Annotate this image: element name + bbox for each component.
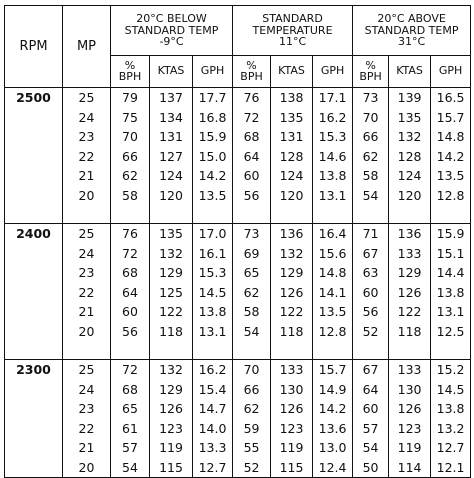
value-cell: 68 xyxy=(233,127,271,147)
value-cell: 60 xyxy=(353,399,389,419)
group-header-above xyxy=(353,6,471,56)
spacer-cell xyxy=(111,341,150,360)
value-cell: 70 xyxy=(353,108,389,128)
spacer-cell xyxy=(150,341,193,360)
value-cell: 73 xyxy=(353,88,389,108)
value-cell: 15.0 xyxy=(193,147,233,167)
group-header-line: 31°C xyxy=(397,35,426,49)
value-cell: 13.3 xyxy=(193,438,233,458)
value-cell: 15.3 xyxy=(193,263,233,283)
value-cell: 60 xyxy=(353,283,389,303)
value-cell: 14.1 xyxy=(313,283,353,303)
value-cell: 125 xyxy=(150,283,193,303)
value-cell: 14.2 xyxy=(193,166,233,186)
value-cell: 133 xyxy=(389,360,431,380)
rpm-cell xyxy=(5,302,63,322)
value-cell: 13.6 xyxy=(313,419,353,439)
bph-header-line: % xyxy=(124,59,136,72)
value-cell: 13.8 xyxy=(431,399,471,419)
group-header-line: 11°C xyxy=(278,35,307,49)
value-cell: 133 xyxy=(389,244,431,264)
table-row xyxy=(5,88,471,108)
table-row xyxy=(5,108,471,128)
value-cell: 50 xyxy=(353,458,389,478)
value-cell: 115 xyxy=(271,458,313,478)
value-cell: 64 xyxy=(111,283,150,303)
rpm-cell xyxy=(5,166,63,186)
value-cell: 15.7 xyxy=(313,360,353,380)
value-cell: 54 xyxy=(111,458,150,478)
value-cell: 54 xyxy=(353,438,389,458)
value-cell: 16.5 xyxy=(431,88,471,108)
group-header-line: STANDARD TEMP xyxy=(364,23,459,37)
mp-header: MP xyxy=(63,6,111,88)
gph-header: GPH xyxy=(431,56,471,88)
table-row xyxy=(5,302,471,322)
value-cell: 14.8 xyxy=(313,263,353,283)
value-cell: 76 xyxy=(233,88,271,108)
group-header-line: STANDARD xyxy=(262,12,323,26)
value-cell: 139 xyxy=(389,88,431,108)
spacer-cell xyxy=(389,341,431,360)
value-cell: 13.1 xyxy=(313,186,353,206)
value-cell: 58 xyxy=(111,186,150,206)
rpm-cell xyxy=(5,380,63,400)
bph-header-line: BPH xyxy=(359,69,382,83)
mp-cell: 25 xyxy=(63,88,111,108)
value-cell: 75 xyxy=(111,108,150,128)
value-cell: 55 xyxy=(233,438,271,458)
value-cell: 79 xyxy=(111,88,150,108)
mp-cell: 20 xyxy=(63,186,111,206)
value-cell: 12.7 xyxy=(431,438,471,458)
value-cell: 118 xyxy=(389,322,431,342)
value-cell: 126 xyxy=(271,283,313,303)
value-cell: 120 xyxy=(271,186,313,206)
value-cell: 129 xyxy=(150,380,193,400)
mp-cell: 25 xyxy=(63,224,111,244)
mp-cell: 22 xyxy=(63,283,111,303)
spacer-cell xyxy=(353,341,389,360)
value-cell: 12.5 xyxy=(431,322,471,342)
value-cell: 120 xyxy=(150,186,193,206)
value-cell: 70 xyxy=(111,127,150,147)
value-cell: 14.6 xyxy=(313,147,353,167)
value-cell: 14.5 xyxy=(193,283,233,303)
table-row xyxy=(5,458,471,478)
value-cell: 13.5 xyxy=(431,166,471,186)
value-cell: 64 xyxy=(233,147,271,167)
mp-cell: 24 xyxy=(63,380,111,400)
value-cell: 12.4 xyxy=(313,458,353,478)
group-header-line: STANDARD TEMP xyxy=(124,23,219,37)
value-cell: 128 xyxy=(389,147,431,167)
value-cell: 17.7 xyxy=(193,88,233,108)
value-cell: 13.8 xyxy=(431,283,471,303)
bph-header-line: % xyxy=(246,59,257,72)
rpm-cell xyxy=(5,458,63,478)
value-cell: 123 xyxy=(271,419,313,439)
value-cell: 70 xyxy=(233,360,271,380)
bph-header-line: BPH xyxy=(240,69,263,83)
value-cell: 16.2 xyxy=(193,360,233,380)
value-cell: 12.8 xyxy=(313,322,353,342)
group-header-below xyxy=(111,6,233,56)
value-cell: 14.2 xyxy=(313,399,353,419)
value-cell: 15.1 xyxy=(431,244,471,264)
rpm-cell xyxy=(5,244,63,264)
mp-cell: 23 xyxy=(63,399,111,419)
mp-cell: 20 xyxy=(63,458,111,478)
mp-cell: 20 xyxy=(63,322,111,342)
spacer-cell xyxy=(63,205,111,224)
value-cell: 14.5 xyxy=(431,380,471,400)
value-cell: 126 xyxy=(389,399,431,419)
value-cell: 13.8 xyxy=(193,302,233,322)
bph-header xyxy=(233,56,271,88)
table-row xyxy=(5,419,471,439)
value-cell: 15.2 xyxy=(431,360,471,380)
value-cell: 69 xyxy=(233,244,271,264)
rpm-cell xyxy=(5,186,63,206)
spacer-cell xyxy=(313,205,353,224)
value-cell: 68 xyxy=(111,263,150,283)
value-cell: 122 xyxy=(389,302,431,322)
table-body xyxy=(5,88,471,478)
value-cell: 14.2 xyxy=(431,147,471,167)
value-cell: 16.8 xyxy=(193,108,233,128)
value-cell: 60 xyxy=(111,302,150,322)
value-cell: 128 xyxy=(271,147,313,167)
bph-header xyxy=(111,56,150,88)
value-cell: 66 xyxy=(353,127,389,147)
value-cell: 119 xyxy=(389,438,431,458)
value-cell: 16.2 xyxy=(313,108,353,128)
mp-cell: 22 xyxy=(63,147,111,167)
value-cell: 132 xyxy=(150,360,193,380)
value-cell: 134 xyxy=(150,108,193,128)
value-cell: 56 xyxy=(233,186,271,206)
value-cell: 136 xyxy=(389,224,431,244)
rpm-cell: 2300 xyxy=(5,360,63,380)
bph-header xyxy=(353,56,389,88)
mp-cell: 21 xyxy=(63,302,111,322)
table-row xyxy=(5,166,471,186)
value-cell: 123 xyxy=(150,419,193,439)
value-cell: 120 xyxy=(389,186,431,206)
table-row xyxy=(5,244,471,264)
bph-header-line: BPH xyxy=(118,69,142,83)
value-cell: 62 xyxy=(233,283,271,303)
rpm-cell xyxy=(5,322,63,342)
value-cell: 17.0 xyxy=(193,224,233,244)
bph-header-line: % xyxy=(365,59,376,72)
value-cell: 58 xyxy=(353,166,389,186)
value-cell: 13.1 xyxy=(431,302,471,322)
spacer-cell xyxy=(193,341,233,360)
spacer-cell xyxy=(313,341,353,360)
value-cell: 124 xyxy=(271,166,313,186)
spacer-cell xyxy=(233,205,271,224)
rpm-cell xyxy=(5,283,63,303)
value-cell: 65 xyxy=(233,263,271,283)
value-cell: 58 xyxy=(233,302,271,322)
value-cell: 64 xyxy=(353,380,389,400)
value-cell: 72 xyxy=(233,108,271,128)
value-cell: 15.7 xyxy=(431,108,471,128)
value-cell: 12.1 xyxy=(431,458,471,478)
rpm-cell xyxy=(5,263,63,283)
spacer-cell xyxy=(111,205,150,224)
value-cell: 62 xyxy=(353,147,389,167)
value-cell: 129 xyxy=(271,263,313,283)
spacer-cell xyxy=(431,205,471,224)
spacer-cell xyxy=(5,341,63,360)
value-cell: 73 xyxy=(233,224,271,244)
value-cell: 16.1 xyxy=(193,244,233,264)
value-cell: 15.6 xyxy=(313,244,353,264)
table-row xyxy=(5,399,471,419)
value-cell: 122 xyxy=(150,302,193,322)
ktas-header: KTAS xyxy=(150,56,193,88)
spacer-cell xyxy=(431,341,471,360)
spacer-cell xyxy=(5,205,63,224)
value-cell: 126 xyxy=(389,283,431,303)
value-cell: 126 xyxy=(271,399,313,419)
value-cell: 14.0 xyxy=(193,419,233,439)
value-cell: 138 xyxy=(271,88,313,108)
value-cell: 130 xyxy=(389,380,431,400)
value-cell: 72 xyxy=(111,244,150,264)
group-header-line: TEMPERATURE xyxy=(252,23,333,37)
table-row xyxy=(5,147,471,167)
value-cell: 57 xyxy=(353,419,389,439)
rpm-cell xyxy=(5,419,63,439)
value-cell: 52 xyxy=(233,458,271,478)
value-cell: 14.7 xyxy=(193,399,233,419)
value-cell: 13.2 xyxy=(431,419,471,439)
value-cell: 13.0 xyxy=(313,438,353,458)
value-cell: 118 xyxy=(271,322,313,342)
ktas-header: KTAS xyxy=(271,56,313,88)
value-cell: 130 xyxy=(271,380,313,400)
value-cell: 13.1 xyxy=(193,322,233,342)
value-cell: 119 xyxy=(150,438,193,458)
spacer-cell xyxy=(233,341,271,360)
value-cell: 63 xyxy=(353,263,389,283)
mp-cell: 23 xyxy=(63,127,111,147)
group-header-line: 20°C BELOW xyxy=(136,12,207,26)
mp-cell: 23 xyxy=(63,263,111,283)
value-cell: 127 xyxy=(150,147,193,167)
spacer-cell xyxy=(389,205,431,224)
rpm-cell: 2400 xyxy=(5,224,63,244)
ktas-header: KTAS xyxy=(389,56,431,88)
value-cell: 13.5 xyxy=(313,302,353,322)
value-cell: 16.4 xyxy=(313,224,353,244)
value-cell: 66 xyxy=(111,147,150,167)
value-cell: 119 xyxy=(271,438,313,458)
value-cell: 13.5 xyxy=(193,186,233,206)
value-cell: 61 xyxy=(111,419,150,439)
value-cell: 52 xyxy=(353,322,389,342)
rpm-cell xyxy=(5,127,63,147)
value-cell: 114 xyxy=(389,458,431,478)
value-cell: 135 xyxy=(389,108,431,128)
rpm-cell xyxy=(5,399,63,419)
cruise-performance-table xyxy=(4,5,471,478)
value-cell: 129 xyxy=(150,263,193,283)
group-header-line: 20°C ABOVE xyxy=(377,12,446,26)
value-cell: 118 xyxy=(150,322,193,342)
rpm-header: RPM xyxy=(5,6,63,88)
value-cell: 67 xyxy=(353,360,389,380)
spacer-row xyxy=(5,341,471,360)
value-cell: 123 xyxy=(389,419,431,439)
table-row xyxy=(5,322,471,342)
value-cell: 132 xyxy=(271,244,313,264)
mp-cell: 21 xyxy=(63,438,111,458)
value-cell: 68 xyxy=(111,380,150,400)
value-cell: 124 xyxy=(389,166,431,186)
table-row xyxy=(5,263,471,283)
table-row xyxy=(5,127,471,147)
mp-cell: 21 xyxy=(63,166,111,186)
mp-cell: 25 xyxy=(63,360,111,380)
value-cell: 59 xyxy=(233,419,271,439)
value-cell: 15.9 xyxy=(431,224,471,244)
rpm-cell xyxy=(5,108,63,128)
value-cell: 72 xyxy=(111,360,150,380)
value-cell: 137 xyxy=(150,88,193,108)
value-cell: 132 xyxy=(389,127,431,147)
spacer-cell xyxy=(353,205,389,224)
value-cell: 54 xyxy=(233,322,271,342)
mp-cell: 24 xyxy=(63,244,111,264)
value-cell: 131 xyxy=(150,127,193,147)
value-cell: 129 xyxy=(389,263,431,283)
rpm-cell: 2500 xyxy=(5,88,63,108)
value-cell: 57 xyxy=(111,438,150,458)
value-cell: 71 xyxy=(353,224,389,244)
value-cell: 133 xyxy=(271,360,313,380)
value-cell: 15.3 xyxy=(313,127,353,147)
value-cell: 132 xyxy=(150,244,193,264)
table-row xyxy=(5,186,471,206)
value-cell: 135 xyxy=(150,224,193,244)
value-cell: 15.4 xyxy=(193,380,233,400)
spacer-cell xyxy=(150,205,193,224)
value-cell: 60 xyxy=(233,166,271,186)
table-row xyxy=(5,380,471,400)
rpm-cell xyxy=(5,147,63,167)
value-cell: 115 xyxy=(150,458,193,478)
value-cell: 131 xyxy=(271,127,313,147)
value-cell: 15.9 xyxy=(193,127,233,147)
value-cell: 17.1 xyxy=(313,88,353,108)
value-cell: 54 xyxy=(353,186,389,206)
spacer-cell xyxy=(271,341,313,360)
mp-cell: 22 xyxy=(63,419,111,439)
value-cell: 136 xyxy=(271,224,313,244)
gph-header: GPH xyxy=(193,56,233,88)
group-header-standard xyxy=(233,6,353,56)
value-cell: 76 xyxy=(111,224,150,244)
value-cell: 12.8 xyxy=(431,186,471,206)
value-cell: 62 xyxy=(233,399,271,419)
value-cell: 135 xyxy=(271,108,313,128)
table-row xyxy=(5,360,471,380)
spacer-row xyxy=(5,205,471,224)
spacer-cell xyxy=(193,205,233,224)
value-cell: 126 xyxy=(150,399,193,419)
group-header-line: -9°C xyxy=(159,35,184,49)
value-cell: 56 xyxy=(353,302,389,322)
value-cell: 56 xyxy=(111,322,150,342)
value-cell: 124 xyxy=(150,166,193,186)
value-cell: 62 xyxy=(111,166,150,186)
gph-header: GPH xyxy=(313,56,353,88)
value-cell: 65 xyxy=(111,399,150,419)
mp-cell: 24 xyxy=(63,108,111,128)
value-cell: 67 xyxy=(353,244,389,264)
table-header xyxy=(5,6,471,88)
table-row xyxy=(5,224,471,244)
value-cell: 14.9 xyxy=(313,380,353,400)
value-cell: 12.7 xyxy=(193,458,233,478)
value-cell: 14.4 xyxy=(431,263,471,283)
value-cell: 66 xyxy=(233,380,271,400)
table-row xyxy=(5,283,471,303)
spacer-cell xyxy=(63,341,111,360)
value-cell: 122 xyxy=(271,302,313,322)
value-cell: 14.8 xyxy=(431,127,471,147)
spacer-cell xyxy=(271,205,313,224)
value-cell: 13.8 xyxy=(313,166,353,186)
